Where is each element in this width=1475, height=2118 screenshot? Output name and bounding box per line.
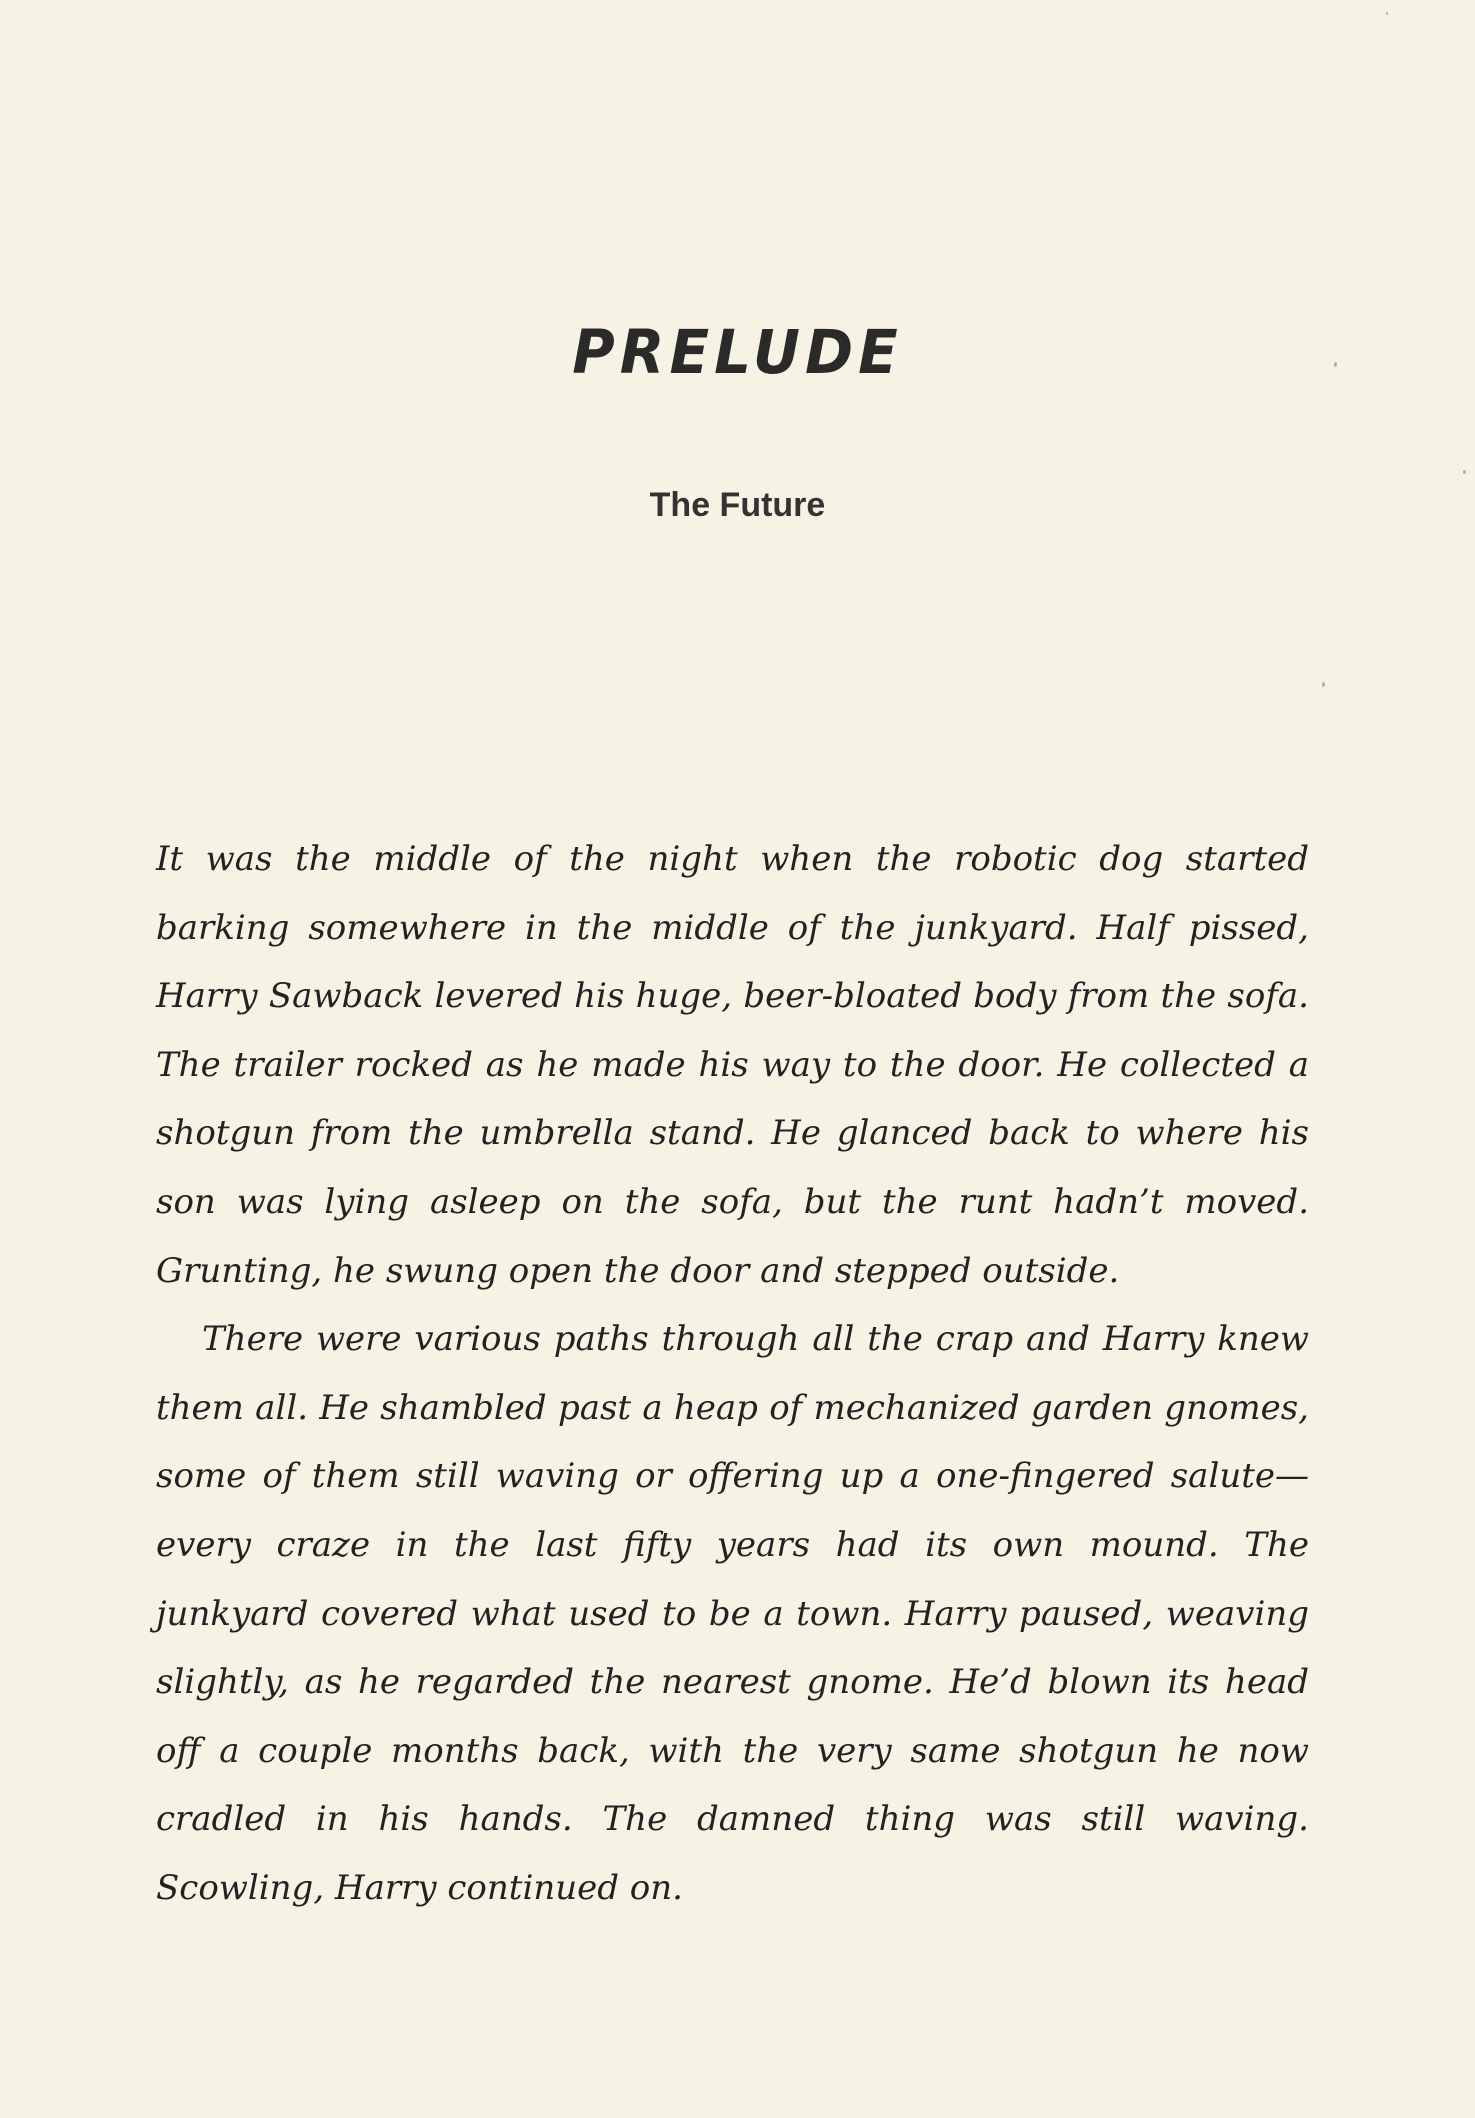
paragraph-1: It was the middle of the night when the robotic dog started barking somewhere in the middle of the junkyard. Half pissed, Harry Sawback levered his huge, beer-bloated body from the sofa. The trailer rocked as he made his way to the door. He collected a shotgun from the umbrella stand. He glanced back to where his son was lying asleep on the sofa, but the runt hadn’t moved. Grunting, he swung open the door and stepped outside. [156, 839, 1309, 1291]
paper-speck [1463, 470, 1466, 474]
chapter-title: PRELUDE [572, 316, 903, 388]
paper-speck [1322, 682, 1325, 687]
paper-speck [1386, 12, 1388, 15]
paper-speck [1334, 362, 1337, 367]
chapter-subtitle: The Future [649, 486, 826, 524]
body-text [156, 825, 1309, 1923]
paragraph-2: There were various paths through all the crap and Harry knew them all. He shambled past a heap of mechanized garden gnomes, some of them still waving or offering up a one-fingered salute—every craze in the last fifty years had its own mound. The junkyard covered what used to be a town. Harry paused, weaving slightly, as he regarded the nearest gnome. He’d blown its head off a couple months back, with the very same shotgun he now cradled in his hands. The damned thing was still waving. Scowling, Harry continued on. [156, 1319, 1309, 1908]
